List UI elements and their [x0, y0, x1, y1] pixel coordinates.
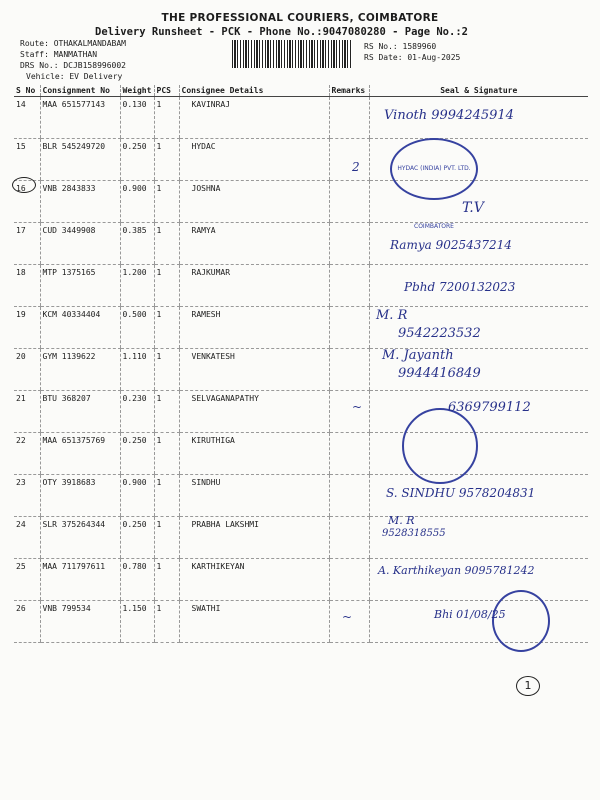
signature-row-19-phone: 9542223532 — [398, 326, 481, 341]
table-row — [14, 517, 588, 559]
weight-cell: 0.130 — [120, 97, 154, 139]
weight-cell: 0.500 — [120, 307, 154, 349]
runsheet-table-container — [14, 85, 588, 645]
pcs-cell: 1 — [154, 391, 179, 433]
vehicle-label: Vehicle: EV Delivery — [26, 72, 123, 81]
runsheet-table — [14, 85, 588, 643]
remarks-cell — [329, 433, 369, 475]
signature-row-24-phone: 9528318555 — [382, 528, 446, 539]
consignment-cell: MAA 651577143 — [40, 97, 120, 139]
consignment-cell: KCM 40334404 — [40, 307, 120, 349]
consignee-cell: SWATHI — [179, 601, 329, 643]
round-seal-stamp-bottom — [492, 590, 550, 652]
remarks-cell — [329, 307, 369, 349]
company-title: THE PROFESSIONAL COURIERS, COIMBATORE — [161, 12, 439, 24]
table-row — [14, 181, 588, 223]
remarks-cell — [329, 139, 369, 181]
sno-cell: 15 — [14, 139, 40, 181]
consignment-cell: SLR 375264344 — [40, 517, 120, 559]
sno-cell: 21 — [14, 391, 40, 433]
consignee-cell: RAMYA — [179, 223, 329, 265]
signature-row-25: A. Karthikeyan 9095781242 — [378, 564, 535, 577]
consignment-cell: MTP 1375165 — [40, 265, 120, 307]
signature-row-16: T.V — [462, 200, 484, 216]
remarks-cell — [329, 475, 369, 517]
remarks-cell — [329, 391, 369, 433]
sno-cell: 25 — [14, 559, 40, 601]
barcode-image — [232, 40, 352, 68]
signature-row-24-name: M. R — [388, 514, 415, 527]
signature-row-20-phone: 9944416849 — [398, 366, 481, 381]
signature-row-14: Vinoth 9994245914 — [384, 108, 514, 123]
header-sno: S No — [14, 85, 40, 97]
pcs-cell: 1 — [154, 349, 179, 391]
drs-number: DRS No.: DCJB158996002 — [20, 61, 126, 70]
page-number-circle: 1 — [516, 676, 540, 696]
consignee-cell: SELVAGANAPATHY — [179, 391, 329, 433]
pcs-cell: 1 — [154, 433, 179, 475]
sno-cell: 17 — [14, 223, 40, 265]
signature-cell — [369, 601, 588, 643]
pcs-cell: 1 — [154, 265, 179, 307]
consignment-cell: VNB 2843833 — [40, 181, 120, 223]
signature-row-19-name: M. R — [376, 308, 408, 323]
sno-cell: 14 — [14, 97, 40, 139]
sno-cell: 23 — [14, 475, 40, 517]
header-remarks: Remarks — [329, 85, 369, 97]
weight-cell: 0.250 — [120, 517, 154, 559]
consignment-cell: VNB 799534 — [40, 601, 120, 643]
consignment-cell: BLR 545249720 — [40, 139, 120, 181]
consignee-cell: SINDHU — [179, 475, 329, 517]
signature-row-26: Bhi 01/08/25 — [434, 608, 506, 621]
weight-cell: 0.900 — [120, 181, 154, 223]
consignee-cell: RAJKUMAR — [179, 265, 329, 307]
remarks-cell — [329, 349, 369, 391]
table-row — [14, 307, 588, 349]
weight-cell: 0.230 — [120, 391, 154, 433]
weight-cell: 0.250 — [120, 139, 154, 181]
consignment-cell: OTY 3918683 — [40, 475, 120, 517]
signature-row-18: Pbhd 7200132023 — [404, 280, 516, 294]
consignment-cell: BTU 368207 — [40, 391, 120, 433]
rs-date: RS Date: 01-Aug-2025 — [364, 53, 461, 62]
header-consignment: Consignment No — [40, 85, 120, 97]
table-row — [14, 433, 588, 475]
consignee-cell: KIRUTHIGA — [179, 433, 329, 475]
pcs-cell: 1 — [154, 517, 179, 559]
remarks-cell — [329, 97, 369, 139]
consignment-cell: CUD 3449908 — [40, 223, 120, 265]
remarks-cell — [329, 223, 369, 265]
runsheet-subtitle: Delivery Runsheet - PCK - Phone No.:9047080280 - Page No.:2 — [95, 26, 468, 38]
table-row — [14, 139, 588, 181]
signature-row-20-name: M. Jayanth — [382, 348, 454, 363]
sno-cell: 24 — [14, 517, 40, 559]
signature-row-23: S. SINDHU 9578204831 — [386, 486, 536, 500]
signature-row-17: Ramya 9025437214 — [390, 238, 512, 252]
header-pcs: PCS — [154, 85, 179, 97]
consignee-cell: PRABHA LAKSHMI — [179, 517, 329, 559]
weight-cell: 1.110 — [120, 349, 154, 391]
consignee-cell: HYDAC — [179, 139, 329, 181]
pcs-cell: 1 — [154, 307, 179, 349]
consignee-cell: KAVINRAJ — [179, 97, 329, 139]
weight-cell: 1.200 — [120, 265, 154, 307]
route-label: Route: OTHAKALMANDABAM — [20, 39, 126, 48]
remarks-cell — [329, 559, 369, 601]
consignee-cell: VENKATESH — [179, 349, 329, 391]
sno-cell: 16 — [14, 181, 40, 223]
weight-cell: 0.780 — [120, 559, 154, 601]
pcs-cell: 1 — [154, 223, 179, 265]
consignment-cell: MAA 711797611 — [40, 559, 120, 601]
pcs-cell: 1 — [154, 559, 179, 601]
consignee-cell: KARTHIKEYAN — [179, 559, 329, 601]
row-16-circle-mark — [12, 177, 36, 193]
consignee-cell: RAMESH — [179, 307, 329, 349]
sno-cell: 19 — [14, 307, 40, 349]
weight-cell: 0.250 — [120, 433, 154, 475]
remark-row-26: ~ — [342, 610, 353, 624]
round-seal-stamp — [402, 408, 478, 484]
weight-cell: 0.385 — [120, 223, 154, 265]
header-seal-signature: Seal & Signature — [369, 85, 588, 97]
pcs-cell: 1 — [154, 601, 179, 643]
sno-cell: 20 — [14, 349, 40, 391]
staff-label: Staff: MANMATHAN — [20, 50, 98, 59]
remarks-cell — [329, 265, 369, 307]
sno-cell: 18 — [14, 265, 40, 307]
sno-cell: 26 — [14, 601, 40, 643]
header-consignee: Consignee Details — [179, 85, 329, 97]
header-weight: Weight — [120, 85, 154, 97]
pcs-cell: 1 — [154, 139, 179, 181]
consignee-cell: JOSHNA — [179, 181, 329, 223]
table-row — [14, 349, 588, 391]
table-header-row — [14, 85, 588, 97]
pcs-cell: 1 — [154, 475, 179, 517]
weight-cell: 1.150 — [120, 601, 154, 643]
consignment-cell: MAA 651375769 — [40, 433, 120, 475]
sno-cell: 22 — [14, 433, 40, 475]
remark-row-21: ~ — [352, 400, 363, 414]
remark-row-15: 2 — [352, 160, 360, 174]
rs-number: RS No.: 1589960 — [364, 42, 437, 51]
company-seal-stamp: HYDAC (INDIA) PVT. LTD. COIMBATORE — [390, 138, 478, 200]
remarks-cell — [329, 517, 369, 559]
pcs-cell: 1 — [154, 181, 179, 223]
signature-row-21: 6369799112 — [448, 400, 531, 415]
weight-cell: 0.900 — [120, 475, 154, 517]
remarks-cell — [329, 181, 369, 223]
pcs-cell: 1 — [154, 97, 179, 139]
consignment-cell: GYM 1139622 — [40, 349, 120, 391]
